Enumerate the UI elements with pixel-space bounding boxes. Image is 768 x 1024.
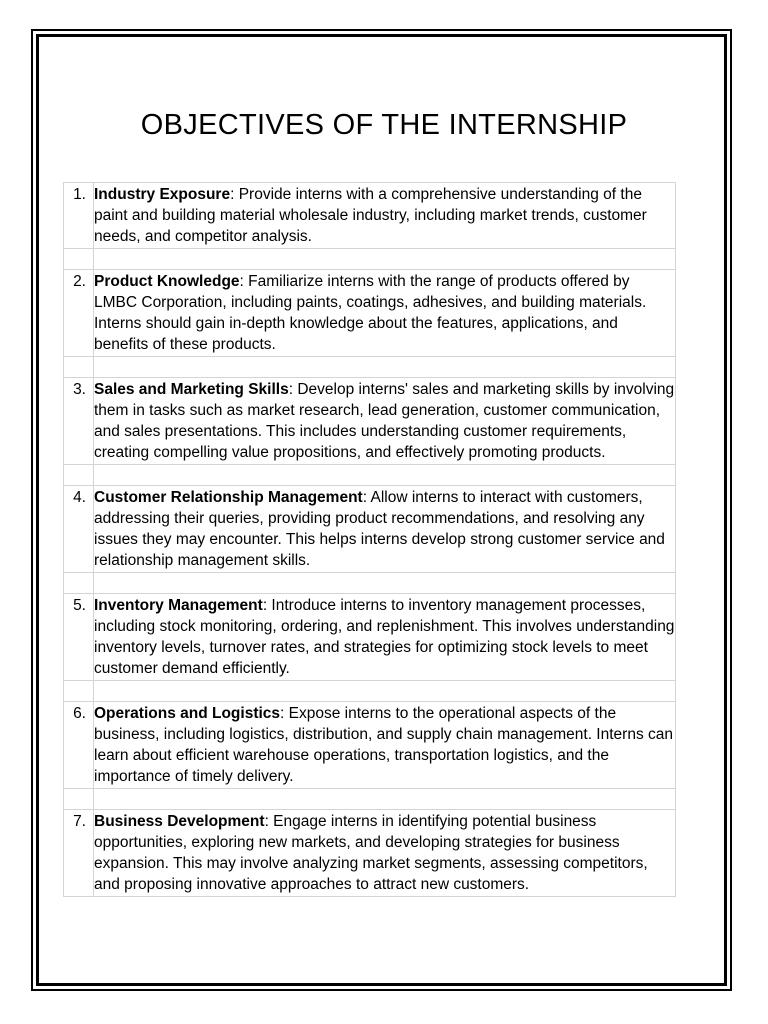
objective-number: 7.	[64, 810, 94, 897]
objective-number: 4.	[64, 486, 94, 573]
objective-row	[64, 702, 676, 789]
objective-row	[64, 183, 676, 249]
objective-number: 1.	[64, 183, 94, 249]
objective-text-cell	[94, 378, 676, 465]
spacer-row	[64, 681, 676, 702]
objective-row	[64, 594, 676, 681]
objective-description: : Engage interns in identifying potential business opportunities, exploring new markets, and developing strategies for business expansion. This may involve analyzing market segments, assessing competitors, and proposing innovative approaches to attract new customers.	[94, 813, 648, 893]
spacer-cell	[64, 249, 94, 270]
spacer-cell	[94, 573, 676, 594]
objective-description: : Allow interns to interact with customers, addressing their queries, providing product recommendations, and resolving any issues they may encounter. This helps interns develop strong customer service and relationship management skills.	[94, 489, 665, 569]
page-title: OBJECTIVES OF THE INTERNSHIP	[140, 109, 628, 142]
spacer-cell	[64, 789, 94, 810]
spacer-cell	[94, 681, 676, 702]
objective-description: : Develop interns' sales and marketing skills by involving them in tasks such as market research, lead generation, customer communication, and sales presentations. This includes understanding customer requirements, creating compelling value propositions, and effectively promoting products.	[94, 381, 675, 461]
spacer-row	[64, 249, 676, 270]
spacer-cell	[94, 357, 676, 378]
objective-description: : Familiarize interns with the range of products offered by LMBC Corporation, including paints, coatings, adhesives, and building materials. Interns should gain in-depth knowledge about the features, applications, and benefits of these products.	[94, 273, 647, 353]
objective-number: 3.	[64, 378, 94, 465]
spacer-cell	[64, 573, 94, 594]
objective-row	[64, 378, 676, 465]
objective-heading: Business Development	[94, 813, 265, 830]
objective-text-cell	[94, 486, 676, 573]
objective-row	[64, 486, 676, 573]
spacer-cell	[64, 681, 94, 702]
objective-description: : Introduce interns to inventory management processes, including stock monitoring, ordering, and replenishment. This involves understanding inventory levels, turnover rates, and strategies for optimizing stock levels to meet customer demand efficiently.	[94, 597, 675, 677]
spacer-row	[64, 573, 676, 594]
objective-text-cell	[94, 810, 676, 897]
spacer-row	[64, 465, 676, 486]
objective-description: : Expose interns to the operational aspects of the business, including logistics, distribution, and supply chain management. Interns can learn about efficient warehouse operations, transportation logistics, and the importance of timely delivery.	[94, 705, 673, 785]
objective-row	[64, 270, 676, 357]
objective-description: : Provide interns with a comprehensive understanding of the paint and building material wholesale industry, including market trends, customer needs, and competitor analysis.	[94, 186, 647, 245]
objective-row	[64, 810, 676, 897]
objective-heading: Customer Relationship Management	[94, 489, 363, 506]
spacer-cell	[94, 249, 676, 270]
spacer-cell	[94, 465, 676, 486]
objective-number: 5.	[64, 594, 94, 681]
objective-heading: Sales and Marketing Skills	[94, 381, 289, 398]
objective-text-cell	[94, 270, 676, 357]
objective-heading: Operations and Logistics	[94, 705, 281, 722]
spacer-cell	[94, 789, 676, 810]
objectives-table	[63, 182, 676, 897]
spacer-row	[64, 357, 676, 378]
spacer-cell	[64, 465, 94, 486]
objective-text-cell	[94, 183, 676, 249]
objective-text-cell	[94, 702, 676, 789]
spacer-cell	[64, 357, 94, 378]
objective-number: 2.	[64, 270, 94, 357]
objective-number: 6.	[64, 702, 94, 789]
objective-heading: Product Knowledge	[94, 273, 240, 290]
objective-heading: Inventory Management	[94, 597, 263, 614]
spacer-row	[64, 789, 676, 810]
objective-heading: Industry Exposure	[94, 186, 231, 203]
objective-text-cell	[94, 594, 676, 681]
